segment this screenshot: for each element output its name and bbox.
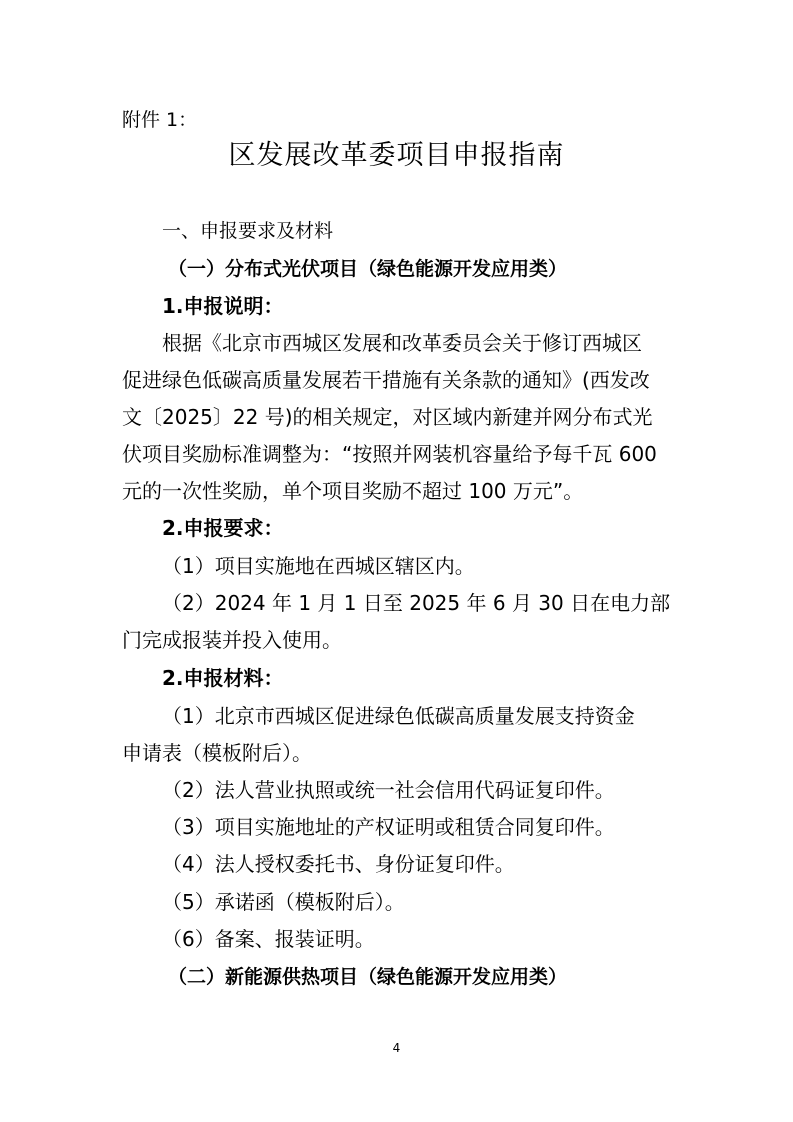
description-line: 根据《北京市西城区发展和改革委员会关于修订西城区 <box>162 331 642 355</box>
section-heading: 一、申报要求及材料 <box>162 220 334 242</box>
heading-requirements: 2.申报要求： <box>162 516 284 540</box>
description-line: 伏项目奖励标准调整为：“按照并网装机容量给予每千瓦 600 <box>122 442 657 466</box>
material-line: （1）北京市西城区促进绿色低碳高质量发展支持资金 <box>162 704 635 728</box>
material-line: （4）法人授权委托书、身份证复印件。 <box>162 852 515 876</box>
attachment-label: 附件 1： <box>122 109 198 131</box>
material-line: （5）承诺函（模板附后）。 <box>162 890 405 914</box>
material-line: 申请表（模板附后）。 <box>122 741 312 765</box>
page-title: 区发展改革委项目申报指南 <box>228 140 565 171</box>
subsection-heading-pv: （一）分布式光伏项目（绿色能源开发应用类） <box>168 258 568 280</box>
heading-description: 1.申报说明： <box>162 294 284 318</box>
material-line: （6）备案、报装证明。 <box>162 927 375 951</box>
heading-materials: 2.申报材料： <box>162 666 284 690</box>
requirement-line: （1）项目实施地在西城区辖区内。 <box>162 554 475 578</box>
page-number: 4 <box>392 1041 401 1055</box>
requirement-line: 门完成报装并投入使用。 <box>122 628 342 652</box>
subsection-heading-heating: （二）新能源供热项目（绿色能源开发应用类） <box>168 966 568 988</box>
material-line: （2）法人营业执照或统一社会信用代码证复印件。 <box>162 778 615 802</box>
material-line: （3）项目实施地址的产权证明或租赁合同复印件。 <box>162 815 615 839</box>
description-line: 促进绿色低碳高质量发展若干措施有关条款的通知》(西发改 <box>122 368 650 392</box>
description-line: 文〔2025〕22 号)的相关规定，对区域内新建并网分布式光 <box>122 405 653 429</box>
requirement-line: （2）2024 年 1 月 1 日至 2025 年 6 月 30 日在电力部 <box>162 591 671 615</box>
description-line: 元的一次性奖励，单个项目奖励不超过 100 万元”。 <box>122 479 584 503</box>
